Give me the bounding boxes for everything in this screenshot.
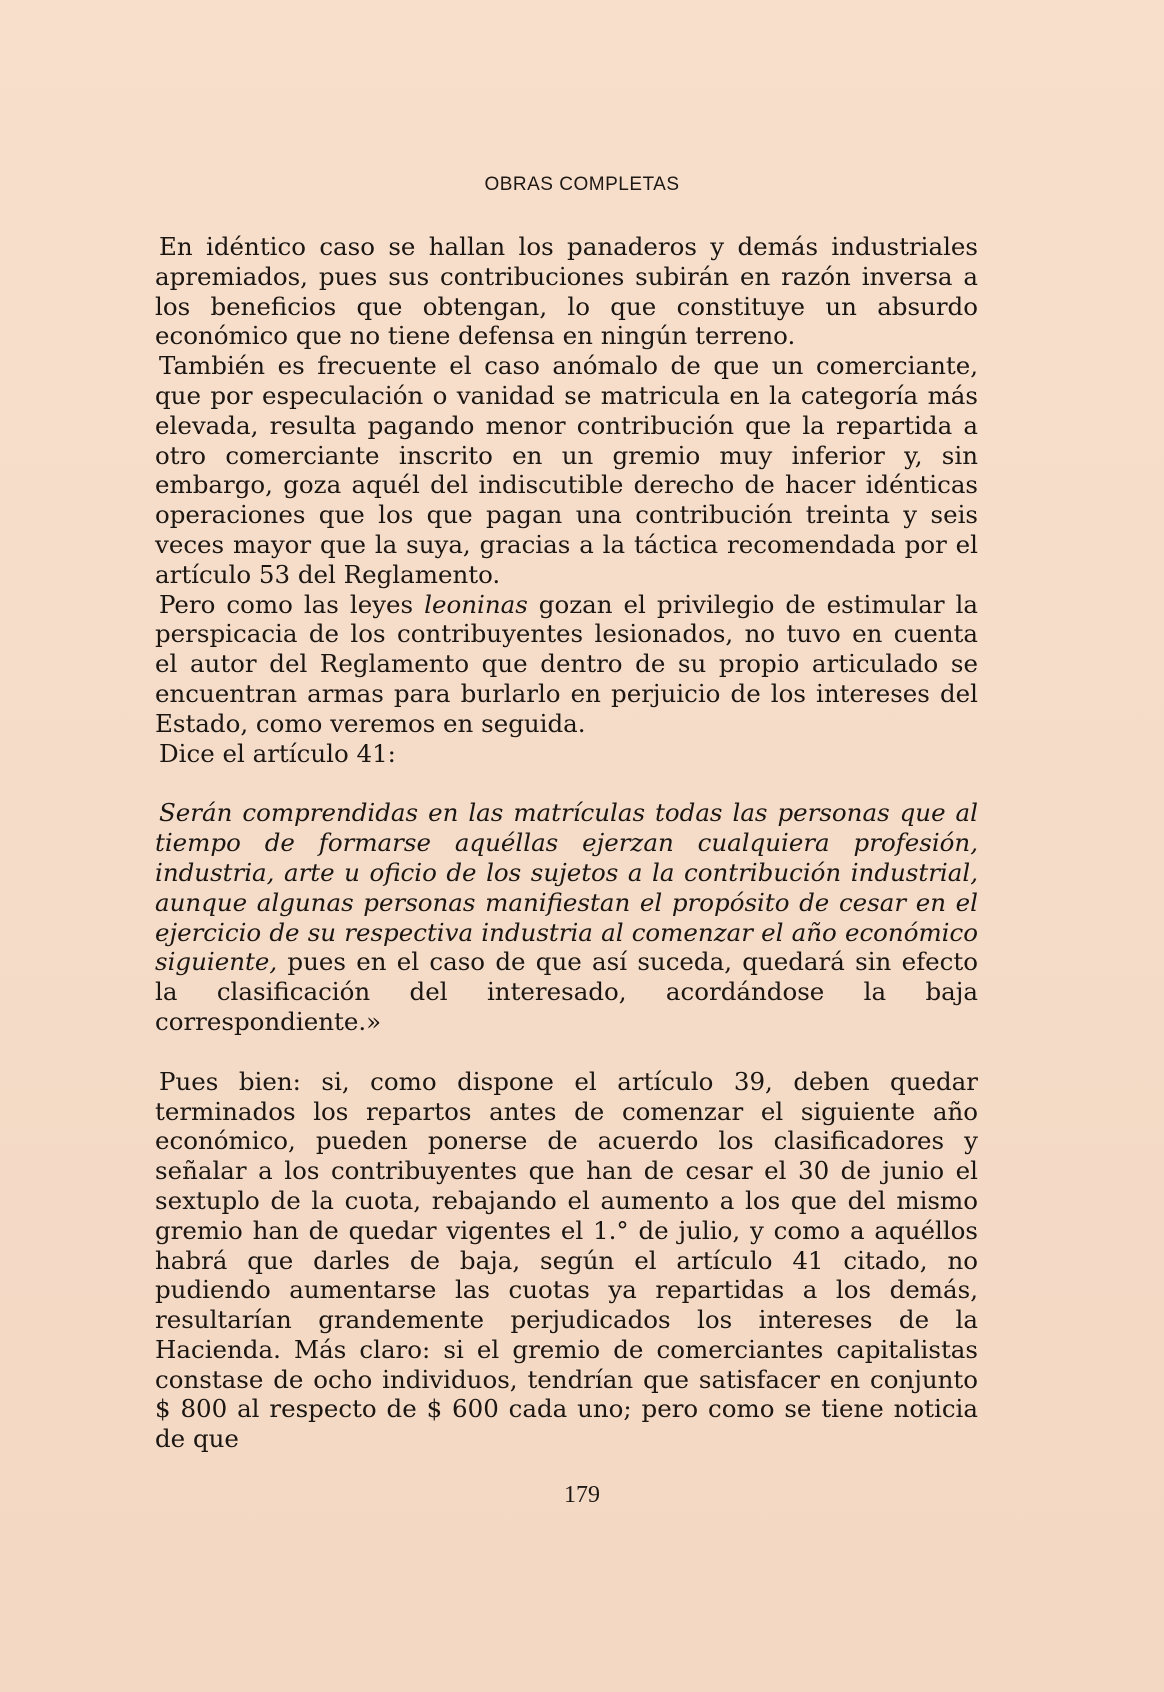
paragraph-3-before: Pero como las leyes: [159, 589, 425, 619]
quoted-article-roman: pues en el caso de que así suceda, quedará sin efecto la clasificación del interesado, acordándose la baja correspondiente.»: [155, 947, 978, 1036]
paragraph-1: En idéntico caso se hallan los panaderos y demás industriales apremiados, pues sus contribuciones subirán en razón inversa a los beneficios que obtengan, lo que constituye un absurdo económico que no tiene defensa en ningún terreno.: [155, 232, 978, 351]
closing-paragraph: Pues bien: si, como dispone el artículo 39, deben quedar terminados los repartos antes de comenzar el siguiente año económico, pueden ponerse de acuerdo los clasificadores y señalar a los contribuyentes que han de cesar el 30 de junio el sextuplo de la cuota, rebajando el aumento a los que del mismo gremio han de quedar vigentes el 1.° de julio, y como a aquéllos habrá que darles de baja, según el artículo 41 citado, no pudiendo aumentarse las cuotas ya repartidas a los demás, resultarían grandemente perjudicados los intereses de la Hacienda. Más claro: si el gremio de comerciantes capitalistas constase de ocho individuos, tendrían que satisfacer en conjunto $ 800 al respecto de $ 600 cada uno; pero como se tiene noticia de que: [155, 1066, 978, 1454]
quoted-article: [155, 798, 978, 1036]
page-number: 179: [564, 1482, 600, 1508]
paragraph-3-italic: leoninas: [424, 589, 528, 619]
running-header: OBRAS COMPLETAS: [484, 174, 680, 195]
page-body: [155, 232, 978, 1454]
paragraph-3-after: gozan el privilegio de estimular la perspicacia de los contribuyentes lesionados, no tuvo en cuenta el autor del Reglamento que dentro de su propio articulado se encuentran armas para burlarlo en perjuicio de los intereses del Estado, como veremos en seguida.: [155, 589, 978, 738]
quoted-article-italic: Serán comprendidas en las matrículas todas las personas que al tiempo de formarse aquéllas ejerzan cualquiera profesión, industria, arte u oficio de los sujetos a la contribución industrial, aunque algunas personas manifiestan el propósito de cesar en el ejercicio de su respectiva industria al comenzar el año económico siguiente,: [155, 798, 978, 977]
paragraph-2: También es frecuente el caso anómalo de que un comerciante, que por especulación o vanidad se matricula en la categoría más elevada, resulta pagando menor contribución que la repartida a otro comerciante inscrito en un gremio muy inferior y, sin embargo, goza aquél del indiscutible derecho de hacer idénticas operaciones que los que pagan una contribución treinta y seis veces mayor que la suya, gracias a la táctica recomendada por el artículo 53 del Reglamento.: [155, 351, 978, 589]
paragraph-3: [155, 590, 978, 739]
paragraph-4: Dice el artículo 41:: [159, 738, 396, 768]
